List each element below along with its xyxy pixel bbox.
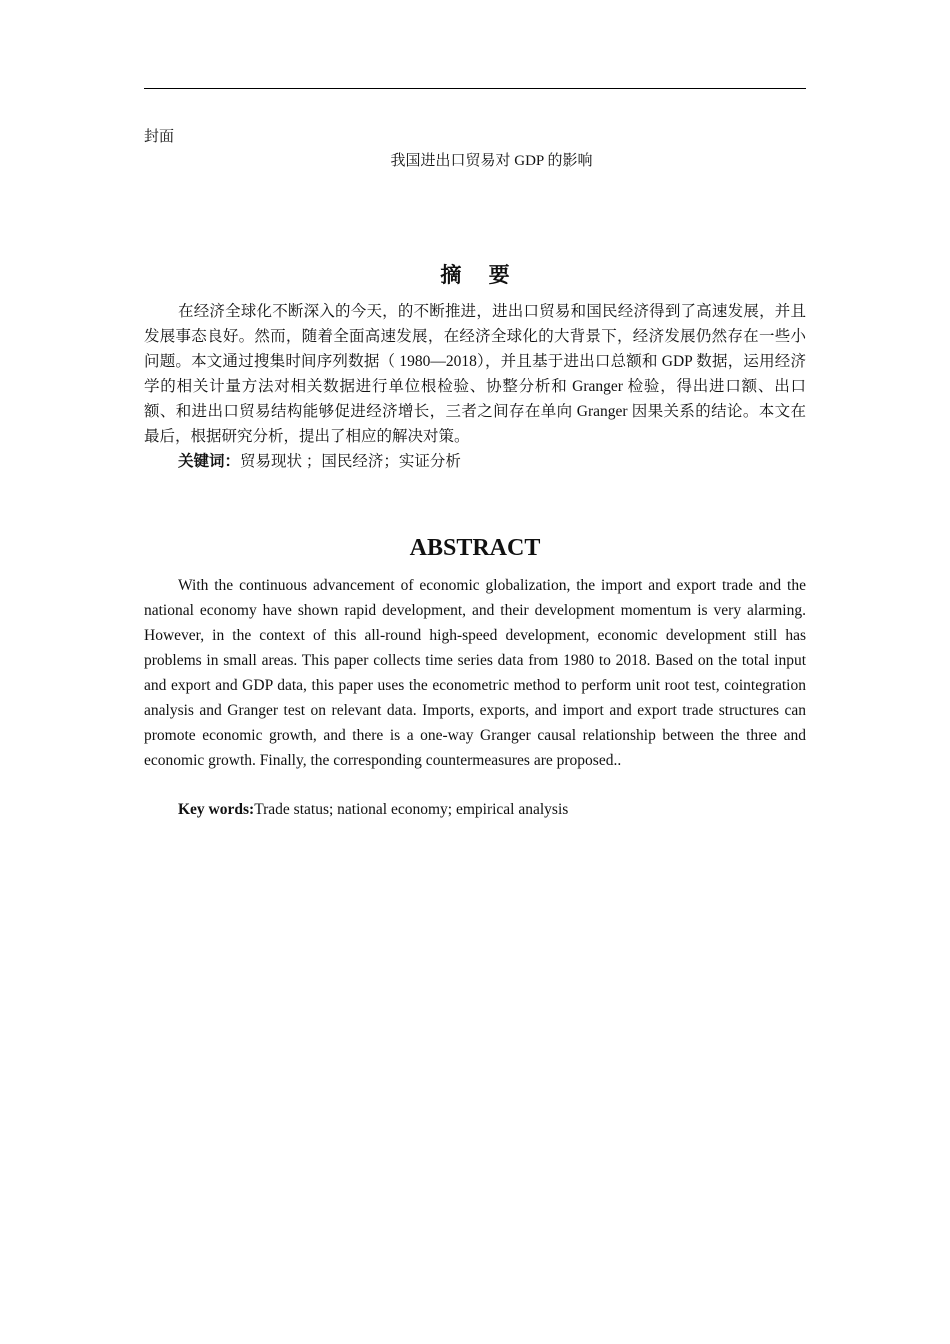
cn-keywords-value: 贸易现状 ；国民经济；实证分析: [240, 453, 461, 470]
en-keywords: [178, 797, 568, 822]
cn-keywords-label: 关键词：: [178, 453, 241, 470]
cn-abstract-body: 在经济全球化不断深入的今天，的不断推进，进出口贸易和国民经济得到了高速发展，并且发展事态良好。然而，随着全面高速发展，在经济全球化的大背景下，经济发展仍然存在一些小问题。本文通过搜集时间序列数据（ 1980—2018），并且基于进出口总额和 GDP 数据，运用经济学的相关计量方法对相关数据进行单位根检验、协整分析和 Granger 检验，得出进口额、出口额、和进出口贸易结构能够促进经济增长，三者之间存在单向 Granger 因果关系的结论。本文在最后，根据研究分析，提出了相应的解决对策。: [144, 303, 806, 445]
en-abstract-heading: ABSTRACT: [409, 535, 541, 561]
en-abstract-body: With the continuous advancement of economic globalization, the import and export trade and the national economy have shown rapid development, and their development momentum is very alarming. However, in the context of this all-round high-speed development, economic development still has problems in small areas. This paper collects time series data from 1980 to 2018. Based on the total input and export and GDP data, this paper uses the econometric method to perform unit root test, cointegration analysis and Granger test on relevant data. Imports, exports, and import and export trade structures can promote economic growth, and there is a one-way Granger causal relationship between the three and economic growth. Finally, the corresponding countermeasures are proposed..: [144, 577, 806, 769]
document-title: 我国进出口贸易对 GDP 的影响: [390, 153, 593, 169]
cn-keywords: [178, 449, 461, 474]
en-keywords-value: Trade status; national economy; empirical analysis: [254, 801, 569, 818]
header-rule: [144, 88, 806, 89]
en-keywords-label: Key words:: [178, 801, 255, 818]
cn-abstract-heading: 摘 要: [440, 263, 520, 287]
cover-label: 封面: [144, 129, 175, 145]
